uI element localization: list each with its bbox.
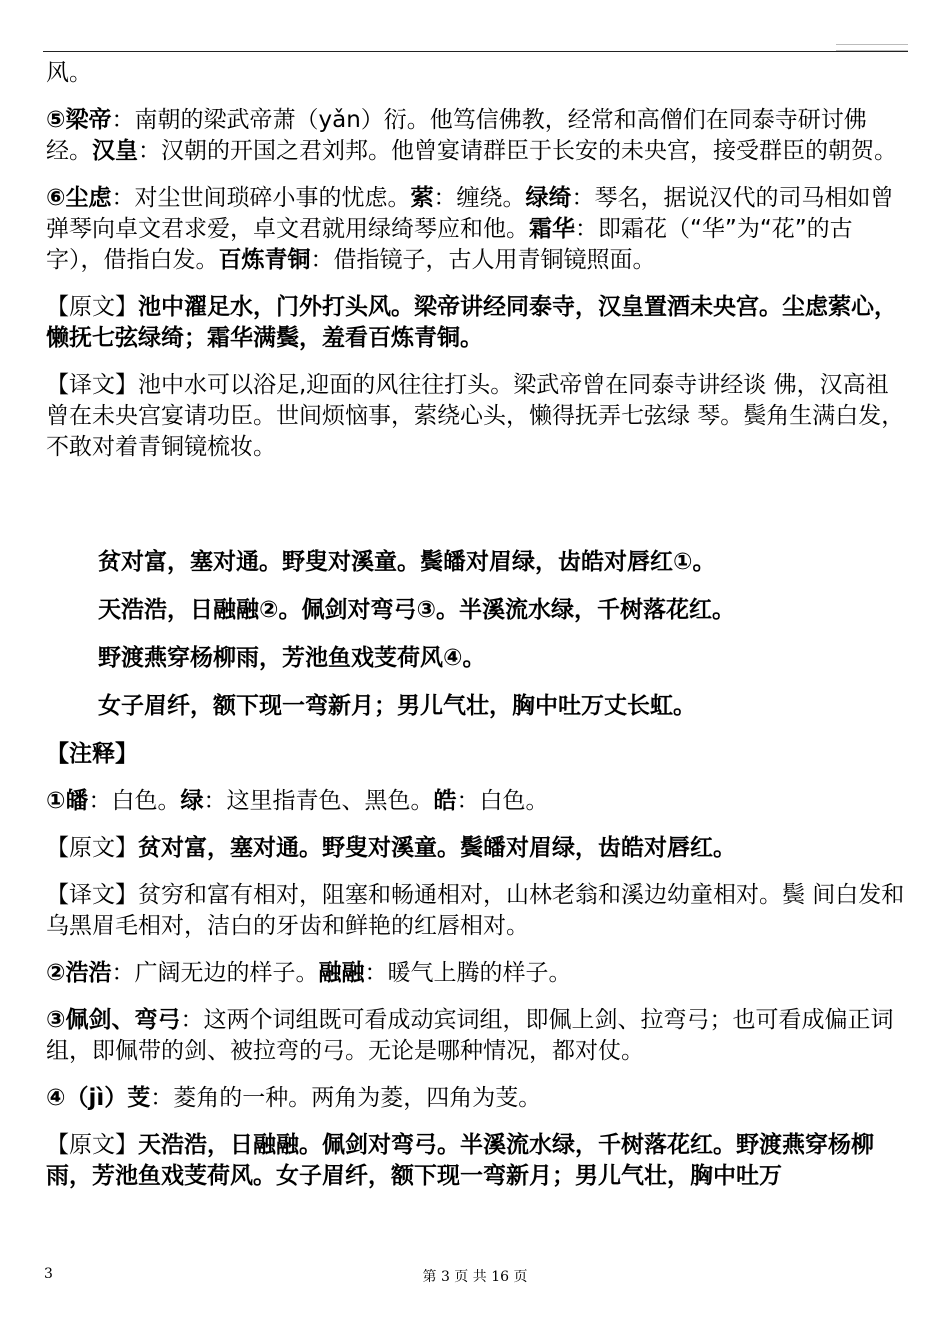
text-run: ：缠绕。 [433, 185, 526, 211]
text-run: ：白色。 [456, 788, 549, 814]
text-run: 【原文】 [46, 835, 138, 861]
bold-text: 皓 [433, 788, 457, 814]
paragraph [46, 1005, 910, 1067]
paragraph [46, 292, 910, 354]
page-content [46, 58, 910, 1208]
bold-text: ①皤 [46, 788, 89, 814]
text-run: ：即霜花（“华”为“花”的古字），借指白发。 [46, 216, 853, 273]
poem-line: 野渡燕穿杨柳雨，芳池鱼戏芰荷风④。 [98, 645, 486, 671]
footer-page-number: 3 [44, 1266, 53, 1282]
paragraph [46, 1130, 910, 1192]
bold-text: 百炼青铜 [218, 247, 311, 273]
bold-text: 汉皇 [92, 138, 138, 164]
text-run: 【原文】 [46, 1132, 138, 1158]
paragraph [46, 786, 910, 817]
bold-text: 霜华 [529, 216, 575, 242]
notes-section-top [46, 58, 910, 463]
paragraph [46, 370, 910, 463]
bold-text: 萦 [410, 185, 434, 211]
text-run: ：广阔无边的样子。 [111, 960, 319, 986]
text-run: ：白色。 [88, 788, 181, 814]
poem-section [46, 547, 910, 722]
text-run: ：汉朝的开国之君刘邦。他曾宴请群臣于长安的未央宫，接受群臣的朝贺。 [138, 138, 897, 164]
bold-text: ②浩浩 [46, 960, 112, 986]
text-run: ：这里指青色、黑色。 [203, 788, 434, 814]
poem-line: 贫对富，塞对通。野叟对溪童。鬓皤对眉绿，齿皓对唇红①。 [98, 549, 716, 575]
text-run: ：这两个词组既可看成动宾词组，即佩上剑、拉弯弓；也可看成偏正词组，即佩带的剑、被拉弯的弓。无论是哪种情况，都对仗。 [46, 1007, 894, 1064]
paragraph [46, 880, 910, 942]
text-run: ：暖气上腾的样子。 [364, 960, 572, 986]
bold-text: ⑥尘虑 [46, 185, 112, 211]
paragraph [46, 958, 910, 989]
bold-text: 绿 [180, 788, 204, 814]
text-run: 【原文】 [46, 294, 138, 320]
text-run: 风。 [46, 60, 92, 86]
poem-line: 女子眉纤，额下现一弯新月；男儿气壮，胸中吐万丈长虹。 [98, 693, 696, 719]
paragraph [46, 1083, 910, 1114]
paragraph [46, 105, 910, 167]
bold-text: 池中濯足水，门外打头风。梁帝讲经同泰寺，汉皇置酒未央宫。尘虑萦心，懒抚七弦绿绮；霜华满鬓，羞看百炼青铜。 [46, 294, 897, 351]
bold-text: 贫对富，塞对通。野叟对溪童。鬓皤对眉绿，齿皓对唇红。 [138, 835, 736, 861]
text-run: ：对尘世间琐碎小事的忧虑。 [111, 185, 411, 211]
bold-text: 天浩浩，日融融。佩剑对弯弓。半溪流水绿，千树落花红。野渡燕穿杨柳雨，芳池鱼戏芰荷风。女子眉纤，额下现一弯新月；男儿气壮，胸中吐万 [46, 1132, 874, 1189]
poem-line: 天浩浩，日融融②。佩剑对弯弓③。半溪流水绿，千树落花红。 [98, 597, 735, 623]
bold-text: 绿绮 [525, 185, 572, 211]
text-run: 【译文】贫穷和富有相对，阻塞和畅通相对，山林老翁和溪边幼童相对。鬓 间白发和乌黑眉毛相对，洁白的牙齿和鲜艳的红唇相对。 [46, 882, 905, 939]
text-run: ：菱角的一种。两角为菱，四角为芰。 [150, 1085, 542, 1111]
text-run: ：琴名，据说汉代的司马相如曾弹琴向卓文君求爱，卓文君就用绿绮琴应和他。 [46, 185, 894, 242]
paragraph [46, 833, 910, 864]
bold-text: 【注释】 [46, 741, 138, 767]
text-run: ：借指镜子，古人用青铜镜照面。 [310, 247, 656, 273]
notes-section-bottom [46, 739, 910, 1192]
section-gap [46, 479, 910, 547]
bold-text: 融融 [318, 960, 365, 986]
bold-text: ④（jì）芰 [46, 1085, 151, 1111]
footer-page-label: 第 3 页 共 16 页 [422, 1269, 528, 1285]
bold-text: ③佩剑、弯弓 [46, 1007, 181, 1033]
bold-text: ⑤梁帝 [46, 107, 112, 133]
header-mark [836, 44, 908, 51]
text-run: 【译文】池中水可以浴足,迎面的风往往打头。梁武帝曾在同泰寺讲经谈 佛，汉高祖曾在未央宫宴请功臣。世间烦恼事，萦绕心头，懒得抚弄七弦绿 琴。鬓角生满白发，不敢对着青铜镜梳妆。 [46, 372, 905, 460]
text-run: ：南朝的梁武帝萧（yǎn）衍。他笃信佛教，经常和高僧们在同泰寺研讨佛经。 [46, 107, 867, 164]
paragraph [46, 58, 910, 89]
paragraph [46, 183, 910, 276]
paragraph [46, 739, 910, 770]
header-rule [43, 51, 908, 52]
